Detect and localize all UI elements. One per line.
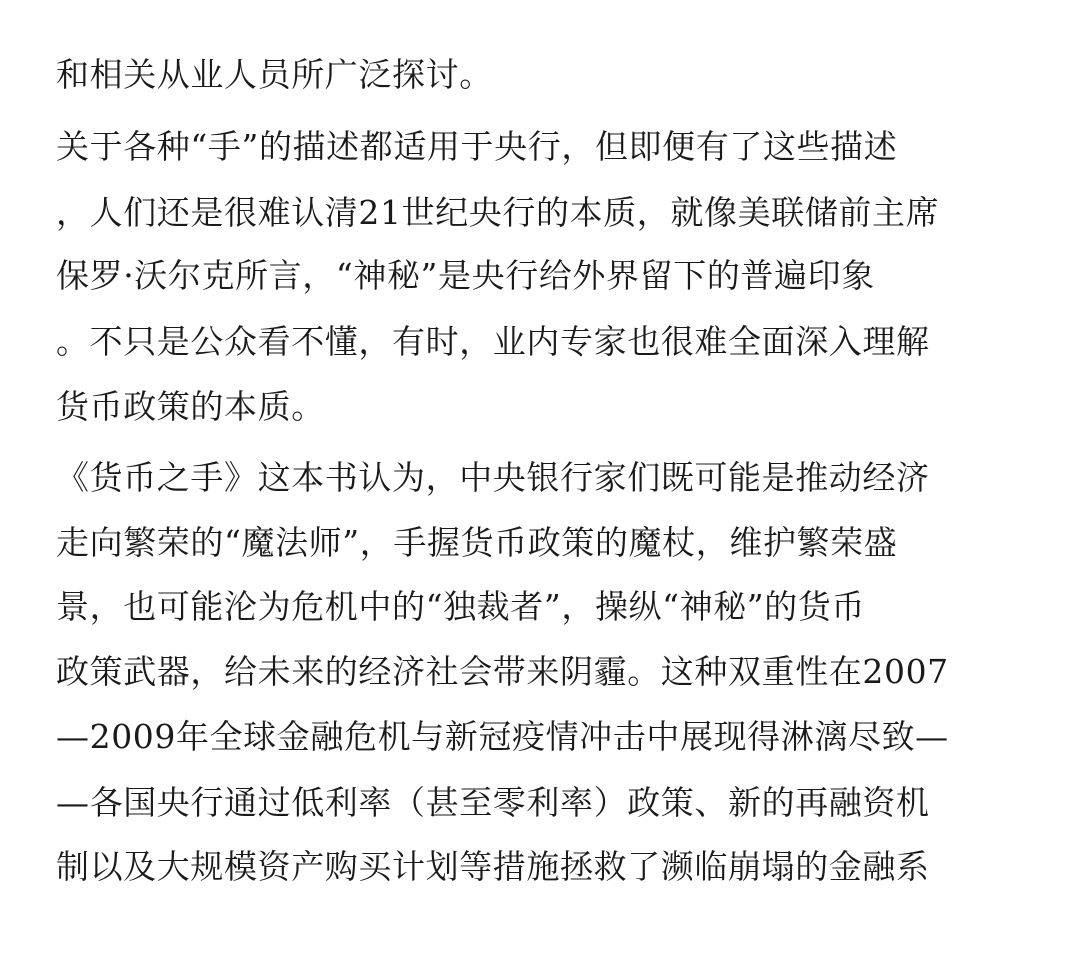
text-line: 关于各种“手”的描述都适用于央行，但即便有了这些描述 bbox=[56, 127, 898, 166]
text-line: ，人们还是很难认清21世纪央行的本质，就像美联储前主席 bbox=[56, 193, 940, 232]
text-line: —各国央行通过低利率（甚至零利率）政策、新的再融资机 bbox=[56, 783, 930, 822]
text-line: 保罗·沃尔克所言，“神秘”是央行给外界留下的普遍印象 bbox=[56, 256, 875, 295]
text-line: 制以及大规模资产购买计划等措施拯救了濒临崩塌的金融系 bbox=[56, 847, 930, 886]
text-line: 。不只是公众看不懂，有时，业内专家也很难全面深入理解 bbox=[56, 322, 930, 361]
text-line: 政策武器，给未来的经济社会带来阴霾。这种双重性在2007 bbox=[56, 652, 949, 691]
text-line: 和相关从业人员所广泛探讨。 bbox=[56, 55, 493, 94]
text-line: 货币政策的本质。 bbox=[56, 387, 325, 426]
text-line: 走向繁荣的“魔法师”，手握货币政策的魔杖，维护繁荣盛 bbox=[56, 523, 898, 562]
text-line: 《货币之手》这本书认为，中央银行家们既可能是推动经济 bbox=[56, 458, 930, 497]
text-line: —2009年全球金融危机与新冠疫情冲击中展现得淋漓尽致— bbox=[56, 717, 949, 756]
text-line: 景，也可能沦为危机中的“独裁者”，操纵“神秘”的货币 bbox=[56, 587, 866, 626]
